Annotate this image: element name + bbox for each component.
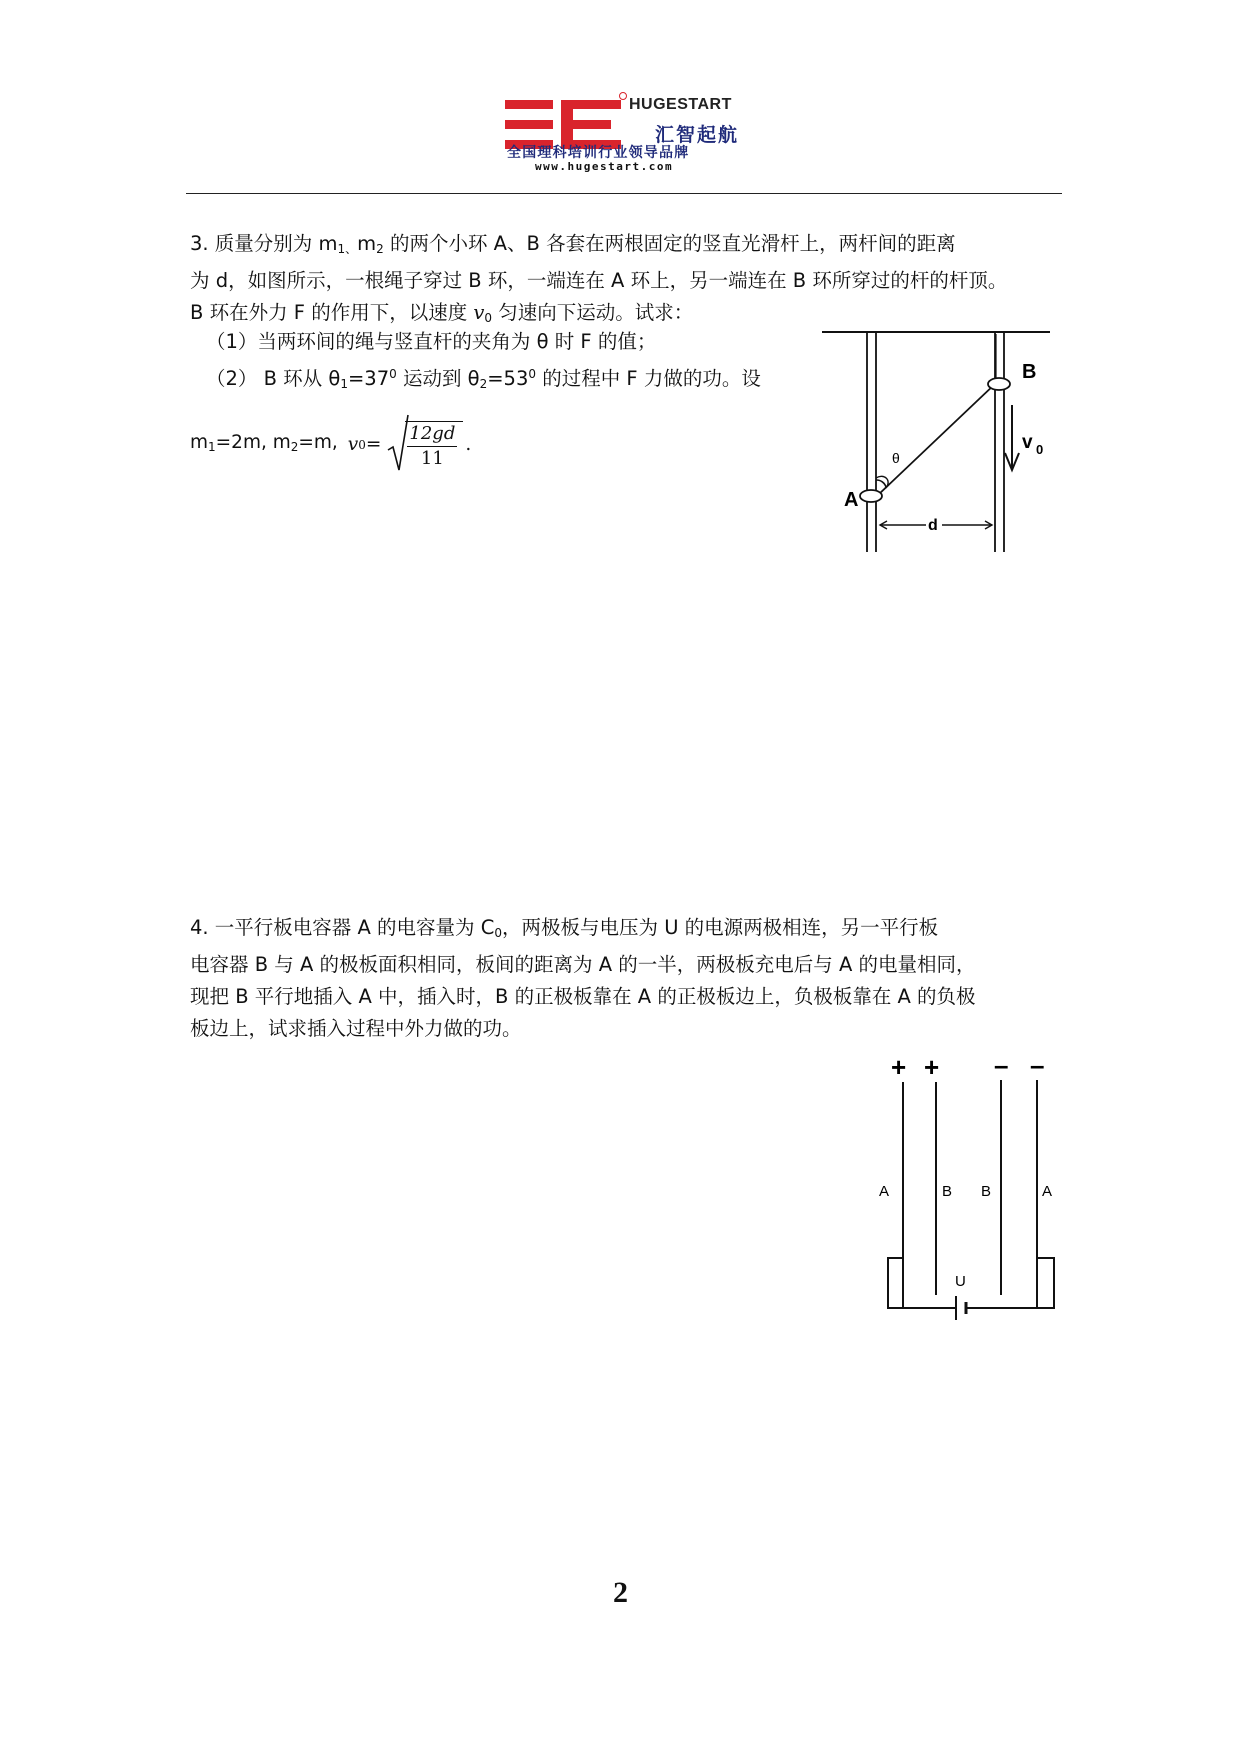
label-b: B [1022, 361, 1037, 383]
logo-dot [619, 92, 627, 100]
q3-given-values [190, 418, 471, 471]
fraction-numerator: 12gd [407, 422, 457, 447]
label-d: d [928, 517, 938, 534]
q3-line-1: 3. 质量分别为 $m_{1、}m_2$ 的两个小环 A、B 各套在两根固定的竖直光滑杆上，两杆间的距离 [190, 232, 956, 256]
brand-name-cn: 汇智起航 [655, 124, 740, 146]
q4-line-3: 现把 B 平行地插入 A 中，插入时，B 的正极板靠在 A 的正极板边上，负极板靠在 A 的负极 [190, 985, 976, 1008]
theta-arc [876, 480, 886, 487]
rope [878, 383, 996, 495]
brand-slogan: 全国理科培训行业领导品牌 [507, 145, 690, 161]
ring-a [860, 490, 882, 502]
q3-rings-figure [800, 320, 1070, 560]
q3-line-2: 为 d，如图所示，一根绳子穿过 B 环，一端连在 A 环上，另一端连在 B 环所穿过的杆的杆顶。 [190, 269, 1008, 292]
square-root [387, 418, 463, 471]
plus-sign-a: + [891, 1052, 907, 1082]
given-velocity-formula: v 0 = $\frac{12gd}{11}$ . [348, 418, 471, 471]
question-3-stem [190, 228, 1060, 334]
q3-part-1: （1）当两环间的绳与竖直杆的夹角为 θ 时 F 的值； [206, 330, 657, 353]
minus-sign-a: – [1030, 1050, 1045, 1080]
label-theta: θ [892, 450, 900, 466]
label-v-sub: 0 [1036, 442, 1044, 457]
page-header [0, 0, 1241, 196]
minus-sign-b: – [994, 1050, 1009, 1080]
radical-sign-icon [387, 414, 409, 472]
question-4-stem [190, 912, 1060, 1045]
q4-capacitor-figure [870, 1050, 1070, 1330]
q4-line-4: 板边上，试求插入过程中外力做的功。 [190, 1017, 522, 1040]
label-a-right: A [1042, 1183, 1053, 1200]
fraction-denominator: 11 [420, 448, 444, 469]
hugestart-logo [505, 88, 765, 178]
q3-line-3: B 环在外力 F 的作用下，以速度 $v_0$ 匀速向下运动。试求： [190, 301, 694, 325]
label-v: v [1022, 432, 1033, 453]
ring-b [988, 378, 1010, 390]
q3-part-2: （2） B 环从 $\theta_1=37^0$ 运动到 $\theta_2=53^0$ 的过程中 F 力做的功。设 [206, 367, 761, 391]
label-a: A [844, 489, 859, 511]
header-divider [186, 193, 1062, 194]
velocity-fraction [405, 421, 463, 471]
label-u: U [955, 1273, 966, 1290]
plus-sign-b: + [924, 1052, 940, 1082]
wire-right [972, 1258, 1054, 1308]
wire-left [888, 1258, 950, 1308]
label-a-left: A [879, 1183, 890, 1200]
question-3-parts [206, 326, 761, 400]
page-number: 2 [613, 1576, 628, 1609]
q4-line-1: 4. 一平行板电容器 A 的电容量为 $C_0$，两极板与电压为 U 的电源两极相连，另一平行板 [190, 916, 939, 940]
label-b-left: B [942, 1183, 953, 1200]
label-b-right: B [981, 1183, 992, 1200]
brand-name-en: HUGESTART [629, 96, 732, 113]
q4-line-2: 电容器 B 与 A 的极板面积相同，板间的距离为 A 的一半，两极板充电后与 A 的电量相同， [190, 953, 976, 976]
brand-url: www.hugestart.com [535, 160, 674, 173]
given-masses: $m_1=2m$, $m_2=m$, [190, 431, 338, 454]
